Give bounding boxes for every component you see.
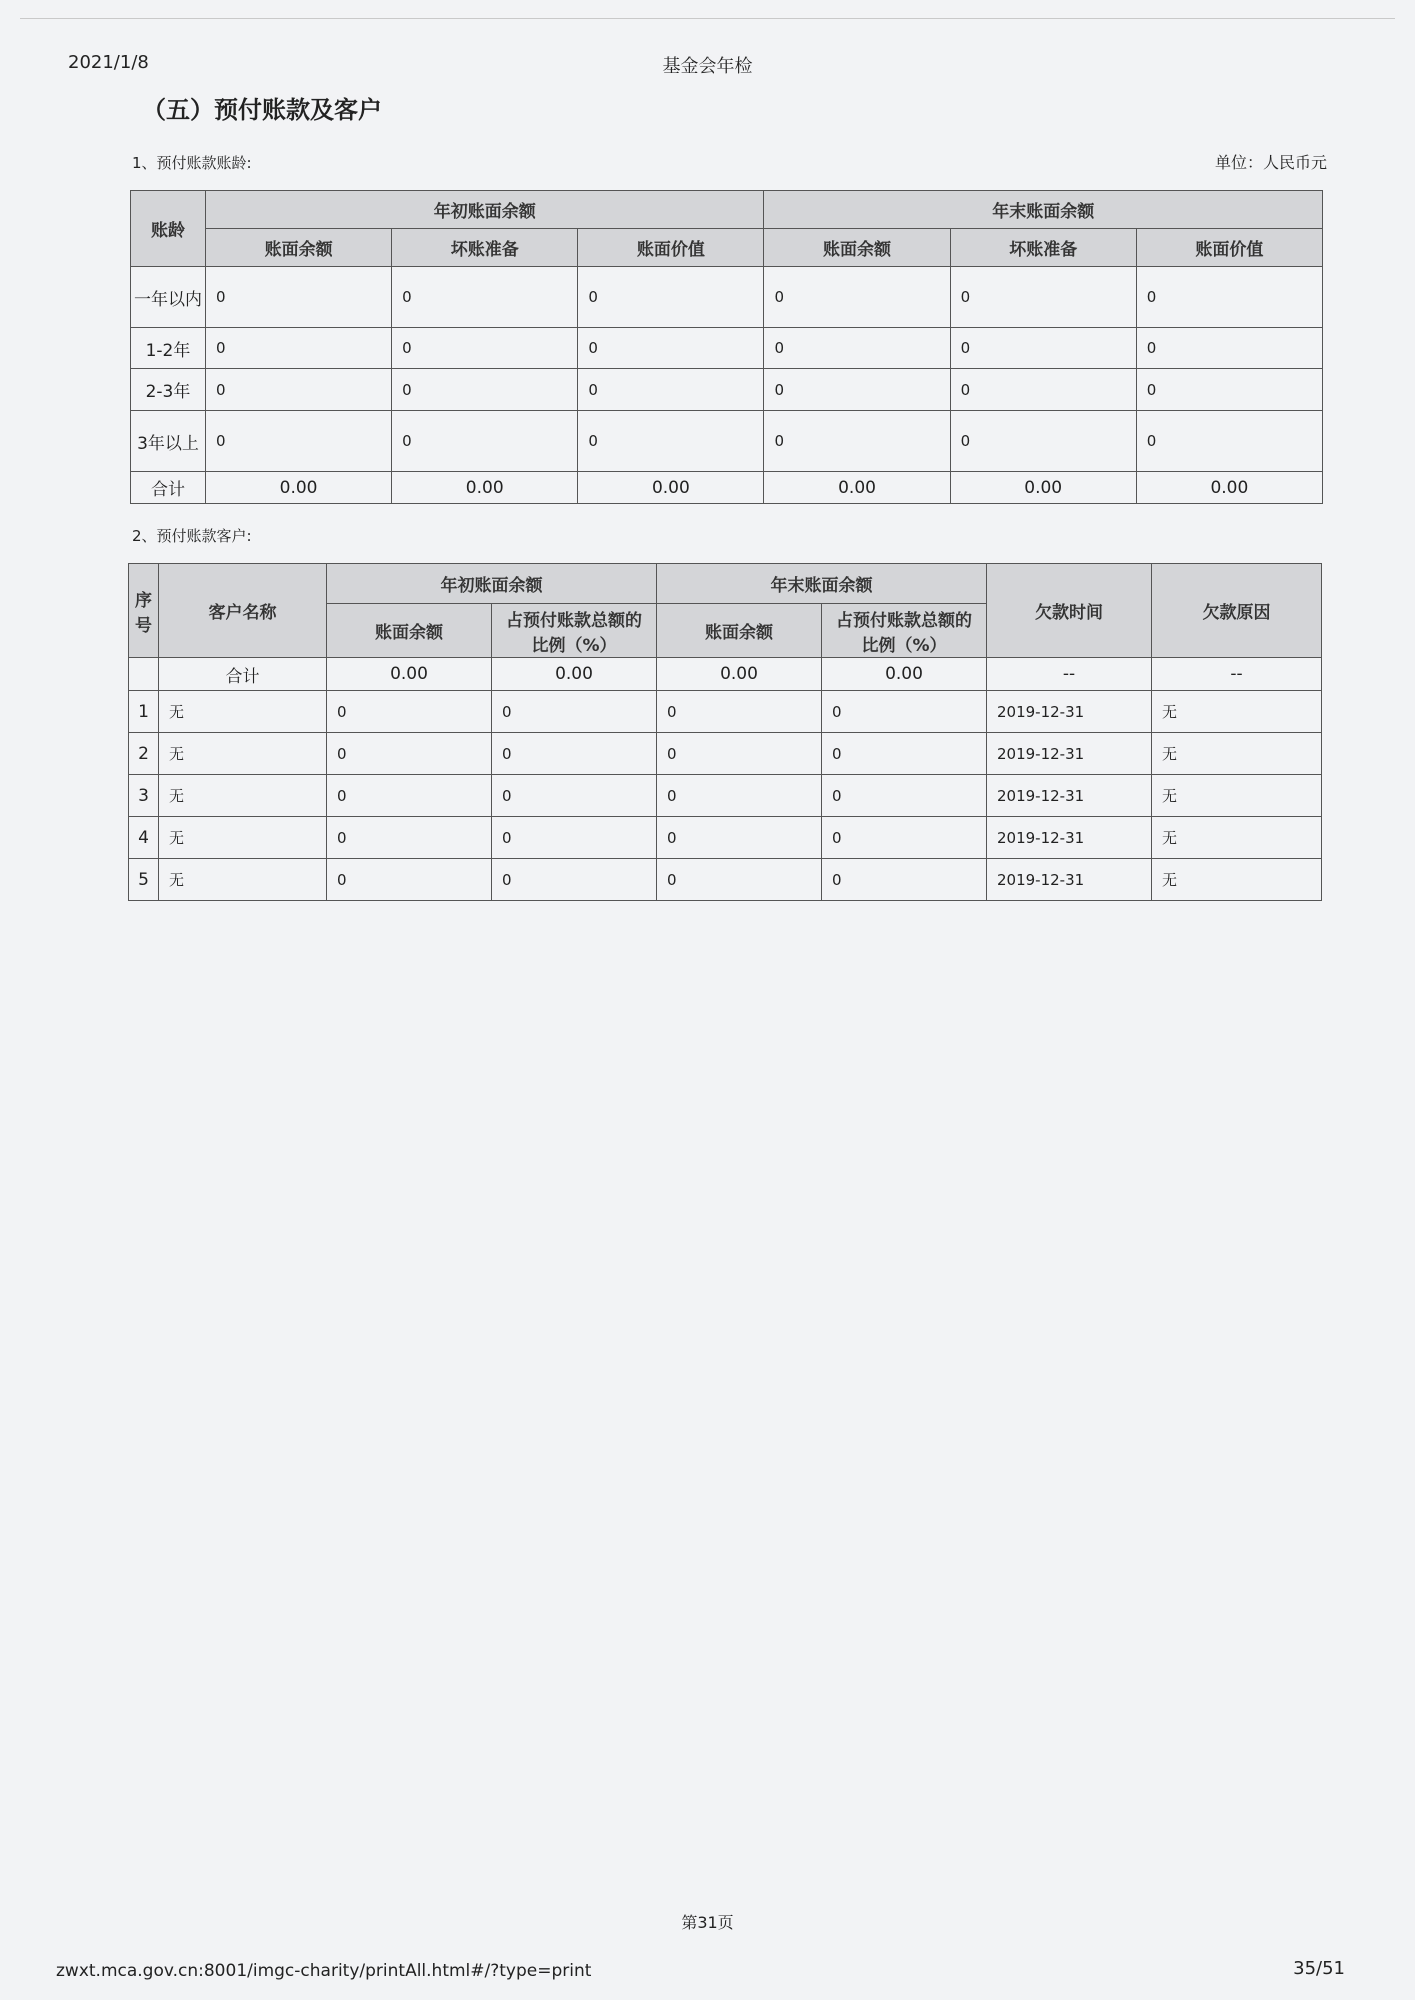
- total-row: [129, 658, 1322, 691]
- total-time: --: [987, 658, 1152, 691]
- total-value: 0.00: [392, 472, 578, 504]
- cell-value: 0: [657, 817, 822, 859]
- customer-name: 无: [159, 691, 327, 733]
- table-row: [129, 733, 1322, 775]
- total-label: 合计: [159, 658, 327, 691]
- cell-value: 0: [492, 817, 657, 859]
- table-row: [131, 369, 1323, 411]
- aging-table: [130, 190, 1323, 504]
- cell-value: 0: [822, 733, 987, 775]
- debt-reason: 无: [1152, 733, 1322, 775]
- cell-value: 0: [764, 328, 950, 369]
- debt-time: 2019-12-31: [987, 691, 1152, 733]
- cell-value: 0: [950, 267, 1136, 328]
- cell-value: 0: [206, 328, 392, 369]
- cell-value: 0: [327, 817, 492, 859]
- customers-table: [128, 563, 1322, 901]
- col-book-value: 账面价值: [578, 229, 764, 267]
- cell-value: 0: [822, 691, 987, 733]
- col-book-value: 账面价值: [1136, 229, 1322, 267]
- row-no: 2: [129, 733, 159, 775]
- cell-value: 0: [206, 369, 392, 411]
- group-end-balance: 年末账面余额: [764, 191, 1323, 229]
- total-value: 0.00: [1136, 472, 1322, 504]
- cell-value: 0: [327, 691, 492, 733]
- customer-name: 无: [159, 775, 327, 817]
- debt-time: 2019-12-31: [987, 733, 1152, 775]
- cell-value: 0: [1136, 328, 1322, 369]
- cell-value: 0: [657, 775, 822, 817]
- table-row: [129, 859, 1322, 901]
- cell-value: 0: [657, 733, 822, 775]
- cell-value: 0: [657, 859, 822, 901]
- col-book-balance: 账面余额: [764, 229, 950, 267]
- total-value: 0.00: [657, 658, 822, 691]
- table-row: [129, 817, 1322, 859]
- cell-value: 0: [206, 267, 392, 328]
- col-no: 序号: [129, 564, 159, 658]
- debt-reason: 无: [1152, 691, 1322, 733]
- page-count: 35/51: [1293, 1958, 1345, 1979]
- total-value: 0.00: [578, 472, 764, 504]
- section-title: （五）预付账款及客户: [142, 96, 382, 124]
- age-label: 3年以上: [131, 411, 206, 472]
- cell-value: 0: [764, 267, 950, 328]
- row-no: 4: [129, 817, 159, 859]
- table-row: [131, 267, 1323, 328]
- total-value: 0.00: [206, 472, 392, 504]
- cell-value: 0: [764, 369, 950, 411]
- cell-value: 0: [578, 411, 764, 472]
- cell-value: 0: [327, 859, 492, 901]
- debt-time: 2019-12-31: [987, 775, 1152, 817]
- row-no: 5: [129, 859, 159, 901]
- total-value: 0.00: [764, 472, 950, 504]
- aging-subtitle: 1、预付账款账龄:: [132, 154, 252, 172]
- row-no: 1: [129, 691, 159, 733]
- cell-value: 0: [492, 859, 657, 901]
- customer-name: 无: [159, 859, 327, 901]
- total-value: 0.00: [950, 472, 1136, 504]
- cell-value: 0: [822, 775, 987, 817]
- total-reason: --: [1152, 658, 1322, 691]
- cell-value: 0: [206, 411, 392, 472]
- cell-value: 0: [950, 411, 1136, 472]
- col-debt-reason: 欠款原因: [1152, 564, 1322, 658]
- total-row: [131, 472, 1323, 504]
- table-row: [129, 775, 1322, 817]
- cell-value: 0: [1136, 267, 1322, 328]
- cell-value: 0: [392, 267, 578, 328]
- cell-value: 0: [492, 775, 657, 817]
- group-end-balance: 年末账面余额: [657, 564, 987, 604]
- debt-time: 2019-12-31: [987, 859, 1152, 901]
- cell-value: 0: [822, 859, 987, 901]
- debt-time: 2019-12-31: [987, 817, 1152, 859]
- cell-value: 0: [657, 691, 822, 733]
- group-begin-balance: 年初账面余额: [206, 191, 764, 229]
- col-bad-debt: 坏账准备: [392, 229, 578, 267]
- currency-unit: 单位：人民币元: [1214, 153, 1327, 172]
- no-cell: [129, 658, 159, 691]
- table-row: [129, 691, 1322, 733]
- cell-value: 0: [950, 328, 1136, 369]
- table-row: [131, 411, 1323, 472]
- cell-value: 0: [578, 369, 764, 411]
- page-number: 第31页: [681, 1913, 734, 1932]
- cell-value: 0: [764, 411, 950, 472]
- cell-value: 0: [327, 775, 492, 817]
- row-no: 3: [129, 775, 159, 817]
- col-ratio: 占预付账款总额的比例（%）: [822, 604, 987, 658]
- col-customer-name: 客户名称: [159, 564, 327, 658]
- cell-value: 0: [822, 817, 987, 859]
- cell-value: 0: [950, 369, 1136, 411]
- total-value: 0.00: [327, 658, 492, 691]
- cell-value: 0: [492, 691, 657, 733]
- col-debt-time: 欠款时间: [987, 564, 1152, 658]
- top-divider: [20, 18, 1395, 19]
- age-label: 一年以内: [131, 267, 206, 328]
- document-title: 基金会年检: [662, 56, 753, 77]
- col-book-balance: 账面余额: [657, 604, 822, 658]
- debt-reason: 无: [1152, 859, 1322, 901]
- customers-subtitle: 2、预付账款客户:: [132, 527, 252, 545]
- cell-value: 0: [492, 733, 657, 775]
- cell-value: 0: [578, 328, 764, 369]
- col-book-balance: 账面余额: [327, 604, 492, 658]
- cell-value: 0: [578, 267, 764, 328]
- age-label: 2-3年: [131, 369, 206, 411]
- cell-value: 0: [392, 328, 578, 369]
- print-date: 2021/1/8: [68, 52, 149, 73]
- col-age: 账龄: [131, 191, 206, 267]
- cell-value: 0: [327, 733, 492, 775]
- print-url: zwxt.mca.gov.cn:8001/imgc-charity/printAll.html#/?type=print: [56, 1961, 592, 1981]
- col-ratio: 占预付账款总额的比例（%）: [492, 604, 657, 658]
- customer-name: 无: [159, 817, 327, 859]
- col-bad-debt: 坏账准备: [950, 229, 1136, 267]
- total-value: 0.00: [492, 658, 657, 691]
- debt-reason: 无: [1152, 817, 1322, 859]
- cell-value: 0: [1136, 369, 1322, 411]
- age-label: 1-2年: [131, 328, 206, 369]
- cell-value: 0: [392, 369, 578, 411]
- table-row: [131, 328, 1323, 369]
- cell-value: 0: [392, 411, 578, 472]
- total-value: 0.00: [822, 658, 987, 691]
- customer-name: 无: [159, 733, 327, 775]
- group-begin-balance: 年初账面余额: [327, 564, 657, 604]
- col-book-balance: 账面余额: [206, 229, 392, 267]
- cell-value: 0: [1136, 411, 1322, 472]
- debt-reason: 无: [1152, 775, 1322, 817]
- total-label: 合计: [131, 472, 206, 504]
